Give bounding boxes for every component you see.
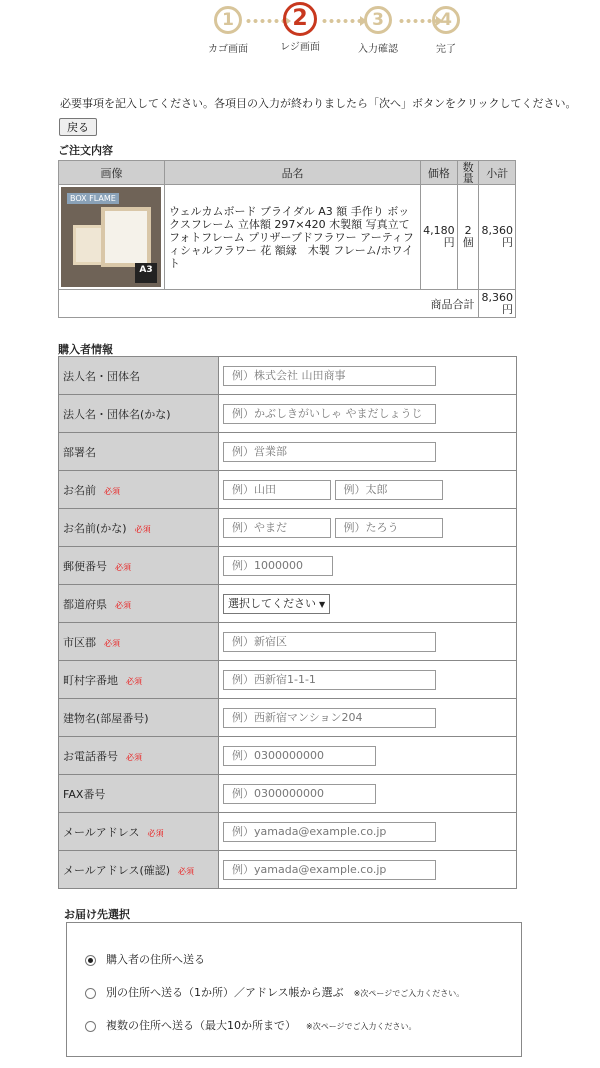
order-section-title: ご注文内容: [58, 144, 113, 157]
header-price: 価格: [421, 161, 458, 185]
step-label: レジ画面: [280, 42, 320, 53]
name-kana-label-text: お名前(かな): [63, 521, 127, 535]
name-kana-label: [59, 509, 219, 547]
radio-icon[interactable]: [85, 988, 96, 999]
instruction-text: 必要事項を記入してください。各項目の入力が終わりましたら「次へ」ボタンをクリックしてください。: [60, 97, 577, 110]
tel-input[interactable]: 例）0300000000: [223, 746, 376, 766]
chevron-down-icon: ▼: [319, 599, 326, 609]
form-row: [59, 547, 517, 585]
form-row: [59, 623, 517, 661]
total-row: [59, 290, 516, 318]
form-row: [59, 737, 517, 775]
required-badge: 必須: [115, 562, 131, 572]
delivery-option-label: 別の住所へ送る（1か所）／アドレス帳から選ぶ: [106, 986, 344, 999]
step-label: カゴ画面: [208, 44, 248, 55]
form-row: [59, 585, 517, 623]
zip-label: [59, 547, 219, 585]
total-value: 8,360円: [479, 290, 516, 318]
delivery-option-label: 購入者の住所へ送る: [106, 953, 205, 966]
building-input[interactable]: 例）西新宿マンション204: [223, 708, 436, 728]
form-row: [59, 471, 517, 509]
delivery-option-label: 複数の住所へ送る（最大10か所まで）: [106, 1019, 296, 1032]
tel-label-text: お電話番号: [63, 749, 118, 763]
product-price: 4,180円: [421, 185, 458, 290]
form-row: [59, 775, 517, 813]
dept-input[interactable]: 例）営業部: [223, 442, 436, 462]
welcome-board-graphic: [101, 207, 151, 267]
product-name: ウェルカムボード ブライダル A3 額 手作り ボックスフレーム 立体額 297×420 木製額 写真立て フォトフレーム プリザーブドフラワー アーティフィシャルフラワー 花 額縁 木製 フレーム/ホワイト: [164, 185, 420, 290]
required-badge: 必須: [115, 600, 131, 610]
step-confirm: [343, 6, 413, 55]
back-button[interactable]: 戻る: [59, 118, 97, 136]
required-badge: 必須: [134, 524, 151, 534]
delivery-option-single[interactable]: [85, 984, 464, 1000]
delivery-section-title: お届け先選択: [64, 908, 130, 921]
last-name-input[interactable]: 例）山田: [223, 480, 331, 500]
last-name-kana-input[interactable]: 例）やまだ: [223, 518, 331, 538]
building-label: 建物名(部屋番号): [59, 699, 219, 737]
step-number: 2: [283, 2, 317, 36]
buyer-section-title: 購入者情報: [58, 343, 113, 356]
tel-label: [59, 737, 219, 775]
step-number: 3: [364, 6, 392, 34]
step-complete: [411, 6, 481, 55]
city-input[interactable]: 例）新宿区: [223, 632, 436, 652]
step-number: 4: [432, 6, 460, 34]
step-label: 完了: [436, 44, 456, 55]
pref-select[interactable]: [223, 594, 330, 614]
delivery-option-multiple[interactable]: [85, 1017, 417, 1033]
form-row: [59, 851, 517, 889]
email-input[interactable]: 例）yamada@example.co.jp: [223, 822, 436, 842]
form-row: [59, 813, 517, 851]
street-input[interactable]: 例）西新宿1-1-1: [223, 670, 436, 690]
first-name-input[interactable]: 例）太郎: [335, 480, 443, 500]
required-badge: 必須: [178, 866, 195, 876]
radio-icon[interactable]: [85, 1021, 96, 1032]
fax-label: FAX番号: [59, 775, 219, 813]
company-label: 法人名・団体名: [59, 357, 219, 395]
required-badge: 必須: [104, 638, 120, 648]
form-row: [59, 699, 517, 737]
street-label: [59, 661, 219, 699]
header-image: 画像: [59, 161, 165, 185]
first-name-kana-input[interactable]: 例）たろう: [335, 518, 443, 538]
form-row: [59, 509, 517, 547]
product-subtotal: 8,360円: [479, 185, 516, 290]
order-table: [58, 160, 516, 318]
form-row: [59, 395, 517, 433]
required-badge: 必須: [126, 752, 142, 762]
product-image-badge: A3: [135, 263, 157, 283]
buyer-form: [58, 356, 517, 889]
form-row: [59, 357, 517, 395]
total-label: 商品合計: [59, 290, 479, 318]
name-label-text: お名前: [63, 483, 96, 497]
pref-label-text: 都道府県: [63, 597, 107, 611]
required-badge: 必須: [147, 828, 164, 838]
form-row: [59, 433, 517, 471]
order-header-row: [59, 161, 516, 185]
city-label-text: 市区郡: [63, 635, 96, 649]
product-image[interactable]: [61, 187, 161, 287]
radio-selected-icon[interactable]: [85, 955, 96, 966]
step-number: 1: [214, 6, 242, 34]
step-label: 入力確認: [358, 44, 398, 55]
required-badge: 必須: [104, 486, 120, 496]
fax-input[interactable]: 例）0300000000: [223, 784, 376, 804]
company-kana-input[interactable]: 例）かぶしきがいしゃ やまだしょうじ: [223, 404, 436, 424]
table-row: [59, 185, 516, 290]
required-badge: 必須: [126, 676, 142, 686]
product-qty: 2個: [457, 185, 479, 290]
header-name: 品名: [164, 161, 420, 185]
pref-label: [59, 585, 219, 623]
form-row: [59, 661, 517, 699]
zip-input[interactable]: 例）1000000: [223, 556, 333, 576]
company-input[interactable]: 例）株式会社 山田商事: [223, 366, 436, 386]
street-label-text: 町村字番地: [63, 673, 118, 687]
header-qty: 数量: [457, 161, 479, 185]
email-label-text: メールアドレス: [63, 825, 140, 839]
delivery-options: [66, 922, 522, 1057]
zip-label-text: 郵便番号: [63, 559, 107, 573]
name-label: [59, 471, 219, 509]
step-register: [265, 6, 335, 53]
delivery-option-note: ※次ページでご入力ください。: [306, 1022, 417, 1031]
product-image-cell: [59, 185, 165, 290]
dept-label: 部署名: [59, 433, 219, 471]
delivery-option-buyer[interactable]: [85, 951, 205, 967]
company-kana-label: 法人名・団体名(かな): [59, 395, 219, 433]
delivery-option-note: ※次ページでご入力ください。: [353, 989, 465, 998]
header-subtotal: 小計: [479, 161, 516, 185]
checkout-progress: [210, 6, 470, 62]
email-confirm-label-text: メールアドレス(確認): [63, 863, 171, 877]
city-label: [59, 623, 219, 661]
step-cart: [193, 6, 263, 55]
email-confirm-label: [59, 851, 219, 889]
email-label: [59, 813, 219, 851]
pref-select-value: 選択してください: [228, 596, 316, 610]
product-image-label: BOX FLAME: [67, 193, 119, 204]
email-confirm-input[interactable]: 例）yamada@example.co.jp: [223, 860, 436, 880]
